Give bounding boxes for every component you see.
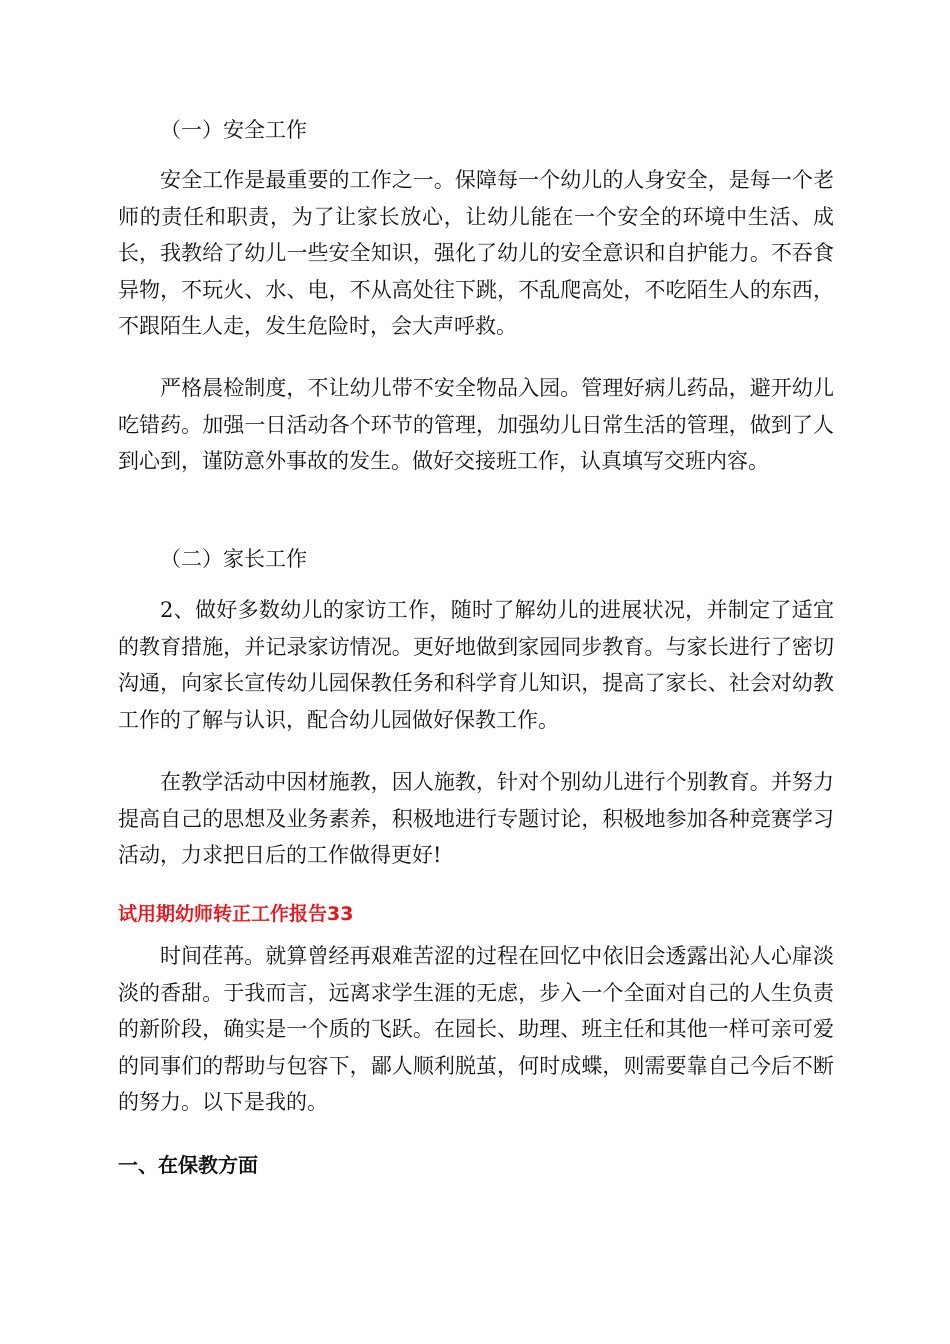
safety-work-heading: （一）安全工作	[160, 118, 307, 142]
parents-paragraph-2: 在教学活动中因材施教，因人施教，针对个别幼儿进行个别教育。并努力提高自己的思想及业务素养，积极地进行专题讨论，积极地参加各种竞赛学习活动，力求把日后的工作做得更好!	[118, 770, 834, 867]
parents-work-heading: （二）家长工作	[160, 547, 307, 571]
safety-paragraph-2: 严格晨检制度，不让幼儿带不安全物品入园。管理好病儿药品，避开幼儿吃错药。加强一日活动各个环节的管理，加强幼儿日常生活的管理，做到了人到心到，谨防意外事故的发生。做好交接班工作，认真填写交班内容。	[118, 376, 834, 473]
report-title: 试用期幼师转正工作报告33	[118, 903, 354, 925]
parents-paragraph-1: 2、做好多数幼儿的家访工作，随时了解幼儿的进展状况，并制定了适宜的教育措施，并记录家访情况。更好地做到家园同步教育。与家长进行了密切沟通，向家长宣传幼儿园保教任务和科学育儿知识，提高了家长、社会对幼教工作的了解与认识，配合幼儿园做好保教工作。	[118, 598, 834, 732]
section-heading-childcare: 一、在保教方面	[118, 1153, 258, 1177]
report-intro-paragraph: 时间荏苒。就算曾经再艰难苦涩的过程在回忆中依旧会透露出沁人心扉淡淡的香甜。于我而言，远离求学生涯的无虑，步入一个全面对自己的人生负责的新阶段，确实是一个质的飞跃。在园长、助理、班主任和其他一样可亲可爱的同事们的帮助与包容下，鄙人顺利脱茧，何时成蝶，则需要靠自己今后不断的努力。以下是我的。	[118, 944, 834, 1114]
safety-paragraph-1: 安全工作是最重要的工作之一。保障每一个幼儿的人身安全，是每一个老师的责任和职责，为了让家长放心，让幼儿能在一个安全的环境中生活、成长，我教给了幼儿一些安全知识，强化了幼儿的安全意识和自护能力。不吞食异物，不玩火、水、电，不从高处往下跳，不乱爬高处，不吃陌生人的东西，不跟陌生人走，发生危险时，会大声呼救。	[118, 168, 834, 338]
